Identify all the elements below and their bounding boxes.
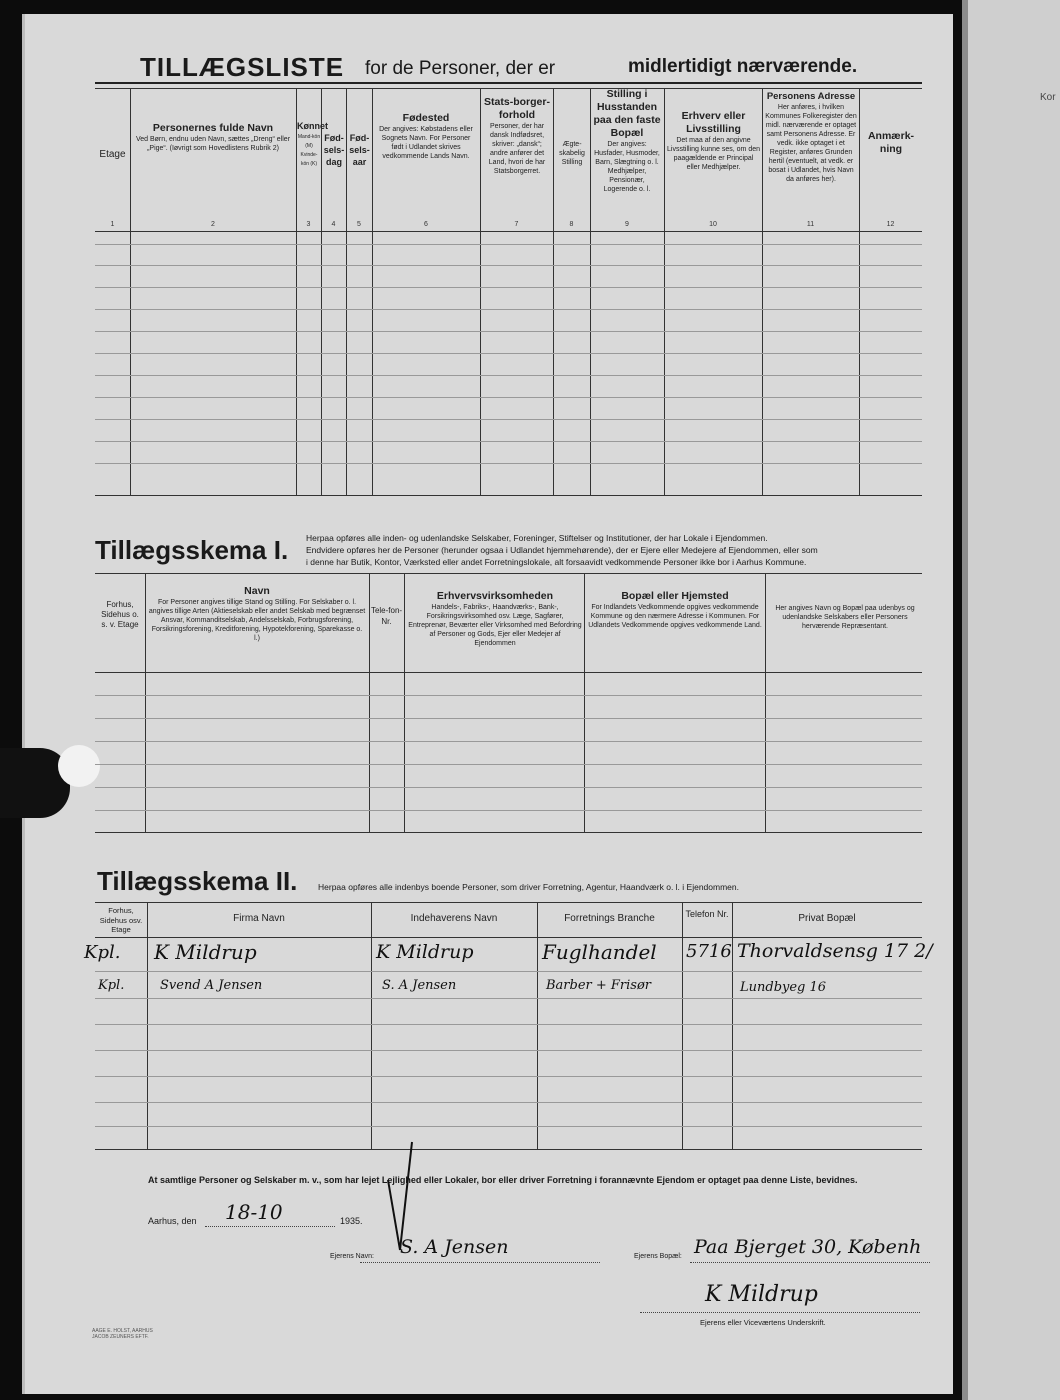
col-num: 9 [625,221,629,228]
year-label: 1935. [340,1216,363,1226]
adjacent-page [962,0,1060,1400]
skema2-col-residence: Privat Bopæl [798,913,856,924]
col-marital: Ægte-skabelig Stilling [559,141,585,166]
col-num: 8 [569,221,574,228]
table-row-1-residence: Thorvaldsensg 17 2/ [737,940,933,962]
col-remarks: Anmærk-ning [867,130,915,155]
table-row-1-branch: Fuglhandel [542,940,657,964]
skema1-col-etage: Forhus, Sidehus o. s. v. Etage [101,600,139,629]
city-label: Aarhus, den [148,1216,197,1226]
col-num: 10 [709,221,717,228]
col-citizenship: Stats-borger-forhold Personer, der har dansk Indfødsret, skriver: „dansk“; andre anfører det Land, hvori de har Statsborgerret. [484,96,550,175]
signature-label: Ejerens eller Viceværtens Underskrift. [700,1318,826,1327]
col-gender: Kønnet Mand-kön (M) Kvinde-kön (K) [297,121,328,167]
col-num: 3 [306,221,311,228]
skema2-col-etage: Forhus, Sidehus osv. Etage [99,906,143,934]
page-subtitle-bold: midlertidigt nærværende. [628,56,858,77]
col-birthday: Fød-sels-dag [323,133,345,167]
owner-name-label: Ejerens Navn: [330,1253,374,1260]
page-subtitle: for de Personer, der er [365,58,556,79]
printer-mark: AAGE E. HOLST, AARHUS JACOB ZEUNERS EFTF. [92,1328,153,1340]
skema1-title: Tillægsskema I. [95,535,289,565]
clip-tip [58,745,100,787]
skema2-description: Herpaa opføres alle indenbys boende Personer, som driver Forretning, Agentur, Haandværk o. l. i Ejendommen. [318,882,739,892]
col-etage: Etage [99,149,126,160]
skema1-col-representative: Her angives Navn og Bopæl paa udenbys og udenlandske Selskabers eller Personers herværende Repræsentant. [775,605,915,630]
col-occupation: Erhverv eller Livsstilling Det maa af den angivne Livsstilling kunne ses, om den paagældende er Principal eller Medhjælper. [667,110,760,171]
skema1-col-name: Navn For Personer angives tillige Stand og Stilling. For Selskaber o. l. angives tillige Arten (Aktieselskab eller andet Selskab med begrænset Ansvar, Kommanditselskab, Andelsselskab, Forbrugsforening, Forsikringsforening, Kreditforening, Hypotekforening, Sparekasse o. l.) [148,585,366,642]
table-row-1-etage: Kpl. [84,942,121,963]
col-birthplace: Fødested Der angives: Købstadens eller Sognets Navn. For Personer født i Udlandet skrives vedkommende Lands Navn. [379,112,473,160]
table-row-1-firm: K Mildrup [154,940,257,964]
col-num: 7 [514,221,519,228]
col-name: Personernes fulde Navn Ved Børn, endnu uden Navn, sættes „Dreng“ eller „Pige“. (Iøvrigt som Hovedlistens Rubrik 2) [135,122,291,152]
attestation-text: At samtlige Personer og Selskaber m. v., som har lejet Lejlighed eller Lokaler, bor eller driver Forretning i forannævnte Ejendom er optaget paa denne Liste, bevidnes. [148,1175,858,1185]
table-row-2-owner: S. A Jensen [382,978,457,993]
skema1-col-business: Erhvervsvirksomheden Handels-, Fabriks-, Haandværks-, Bank-, Forsikringsvirksomhed osv. Læge, Sagfører, Entreprenør, Beværter eller Virksomhed med Befordring af Personer og Gods, Ejer eller Medejer af Ejendommen [408,590,582,647]
skema1-description: Herpaa opføres alle inden- og udenlandske Selskaber, Foreninger, Stiftelser og Institutioner, der har Lokale i Ejendommen. Endvidere opføres her de Personer (herunder ogsaa i Udlandet hjemmehørende), der er Ejere eller Medejere af Ejendommen, eller som i denne har Butik, Kontor, Værksted eller andet Forretningslokale, alt forsaavidt vedkommende Personer ikke bor i Aarhus Kommune. [306,533,818,567]
skema2-col-branch: Forretnings Branche [564,913,655,924]
table-row-1-owner: K Mildrup [376,941,474,963]
col-num: 1 [110,221,115,228]
table-row-1-phone: 5716 [686,941,732,962]
owner-address-label: Ejerens Bopæl: [634,1253,682,1260]
col-birthyear: Fød-sels-aar [349,133,370,167]
table-row-2-residence: Lundbyeg 16 [740,980,827,995]
table-row-2-branch: Barber + Frisør [546,978,652,993]
skema1-col-residence: Bopæl eller Hjemsted For Indlandets Vedkommende opgives vedkommende Kommune og den nærmere Adresse i Kommunen. For Udlandets Vedkommende opgives vedkommende Land. [588,590,762,629]
skema2-title: Tillægsskema II. [97,866,298,896]
col-num: 4 [331,221,336,228]
table-row-2-etage: Kpl. [98,978,125,993]
col-address: Personens Adresse Her anføres, i hvilken Kommunes Folkeregister den midl. nærværende er optaget samt Personens Adresse. Er vedk. ikke optaget i et Register, anføres Grunden hertil (eventuelt, at vedk. er bosat i Udlandet, hvis Navn da anføres her). [765,91,857,183]
signature: K Mildrup [705,1282,818,1307]
owner-address-value: Paa Bjerget 30, Københ [694,1236,922,1258]
owner-name-value: S. A Jensen [400,1236,509,1258]
col-household: Stilling i Husstanden paa den faste Bopæl Der angives: Husfader, Husmoder, Barn, Slægtning o. l. Medhjælper, Pensionær, Logerende o. l. [593,88,661,193]
col-num: 11 [806,221,815,228]
skema2-col-firm: Firma Navn [233,913,285,924]
skema1-col-phone: Tele-fon-Nr. [370,606,403,626]
col-num: 2 [211,221,215,228]
adjacent-page-text: Kor [1040,92,1056,103]
date-value: 18-10 [225,1200,283,1224]
col-num: 12 [886,221,895,228]
col-num: 5 [357,221,361,228]
skema2-col-phone: Telefon Nr. [685,909,729,919]
col-num: 6 [424,221,428,228]
table-row-2-firm: Svend A Jensen [160,978,263,993]
skema2-col-owner: Indehaverens Navn [410,913,498,924]
page-title: TILLÆGSLISTE [140,52,345,82]
